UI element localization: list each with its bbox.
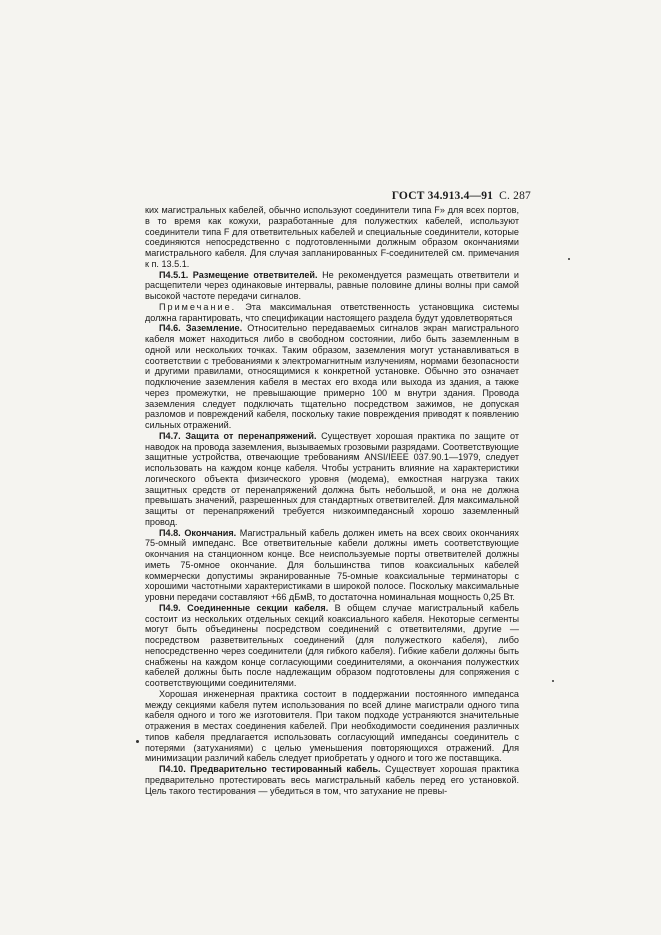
paragraph	[145, 323, 519, 431]
paragraph	[145, 689, 519, 764]
paragraph-text: ких магистральных кабелей, обычно используют соединители типа F» для всех портов, в то время как кожухи, разработанные для полужестких кабелей, используют соединители типа F для ответвительных кабелей и специальные соединители, которые соединяются непосредственно с подготовленными должным образом окончаниями магистрального кабеля. Для случая запланированных F-соединителей см. примечания к п. 13.5.1.	[145, 205, 519, 269]
paragraph	[145, 764, 519, 796]
standard-number: ГОСТ 34.913.4—91	[391, 190, 494, 202]
paragraph	[145, 205, 519, 270]
paragraph-text: Существует хорошая практика предварительно протестировать весь магистральный кабель перед его установкой. Цель такого тестирования — убедиться в том, что затухание не превы-	[145, 764, 519, 796]
paragraph	[145, 528, 519, 603]
paragraph	[145, 431, 519, 528]
paragraph-text: Магистральный кабель должен иметь на всех своих окончаниях 75-омный импеданс. Все ответвительные кабели должны иметь соответствующие окончания на станционном конце. Все неиспользуемые порты ответвителей должны иметь 75-омное окончание. Для большинства типов коаксиальных кабелей коммерчески допустимы экранированные 75-омные коаксиальные терминаторы с хорошими частотными характеристиками в широкой полосе. Поскольку максимальные уровни передачи составляют +66 дБмВ, то достаточна номинальная мощность 0,25 Вт.	[145, 527, 519, 602]
paragraph-text: Существует хорошая практика по защите от наводок на провода заземления, вызываемых грозовыми разрядами. Соответствующие защитные устройства, отвечающие требованиям ANSI/IEEE 037.90.1—1979, следует использовать на каждом конце кабеля. Чтобы устранить влияние на характеристики логического объекта физического уровня (модема), емкостная нагрузка таких защитных средств от перенапряжений должна быть небольшой, и она не должна превышать значений, разрешенных для стандартных ответвителей. Для максимальной защиты от перенапряжений требуется низкоимпедансный хорошо заземленный провод.	[145, 430, 519, 527]
paragraph-text: Эта максимальная ответственность установщика системы должна гарантировать, что спецификации настоящего раздела будут удовлетворяться	[145, 301, 519, 323]
section-heading: П4.10. Предварительно тестированный кабель.	[159, 764, 381, 774]
section-heading: П4.9. Соединенные секции кабеля.	[159, 602, 329, 613]
note-label: Примечание.	[159, 301, 237, 312]
paragraph-text: Не рекомендуется размещать ответвители и расщепители через одинаковые интервалы, равные половине длины волны при самой высокой частоте передачи сигналов.	[145, 269, 520, 301]
page-number: С. 287	[499, 190, 531, 202]
section-heading: П4.5.1. Размещение ответвителей.	[159, 269, 318, 280]
paragraph	[145, 270, 519, 302]
paragraph-text: Хорошая инженерная практика состоит в поддержании постоянного импеданса между секциями кабеля путем использования по всей длине магистрали одного типа кабеля одного и того же изготовителя. При таком подходе устраняются значительные отражения в местах соединения кабелей. При необходимости соединения различных типов кабеля предлагается использовать согласующий импедансы соединитель с потерями (затуханиями) с целью уменьшения повторяющихся отражений. Для минимизации различий кабель следует приобретать у одного и того же поставщика.	[145, 688, 519, 764]
section-heading: П4.7. Защита от перенапряжений.	[159, 430, 317, 441]
section-heading: П4.6. Заземление.	[159, 323, 243, 334]
section-heading: П4.8. Окончания.	[159, 527, 237, 538]
scan-speck	[136, 740, 139, 743]
paragraph-text: Относительно передаваемых сигналов экран магистрального кабеля может находиться либо в свободном состоянии, либо быть заземленным в одной или нескольких точках. Таким образом, заземления могут устанавливаться в соответствии с требованиями к электромагнитным излучениям, нормами безопасности и другими правилами, относящимися к конкретной установке. Обычно это означает подключение заземления кабеля в местах его входа или выхода из здания, а также через промежутки, не превышающие примерно 100 м внутри здания. Провода заземления следует подключать тщательно посредством зажимов, не допуская разломов и повреждений кабеля, поскольку такие повреждения приводят к появлению сильных отражений.	[145, 323, 519, 430]
note-paragraph	[145, 302, 519, 324]
document-body	[145, 205, 519, 796]
paragraph	[145, 603, 519, 689]
paragraph-text: В общем случае магистральный кабель состоит из нескольких отдельных секций коаксиального кабеля. Некоторые сегменты могут быть объединены посредством соединений с ответвителями, другие — посредством разветвительных соединений (для полужесткого кабеля), либо непосредственно через соединители (для гибкого кабеля). Гибкие кабели должны быть снабжены на каждом конце согласующими соединителями, а окончания полужестких кабелей должны быть после надлежащим образом подготовлены для сопряжения с соответствующими соединителями.	[145, 602, 520, 688]
scan-speck	[552, 680, 554, 682]
scan-speck	[568, 258, 570, 260]
page-header	[392, 190, 531, 202]
